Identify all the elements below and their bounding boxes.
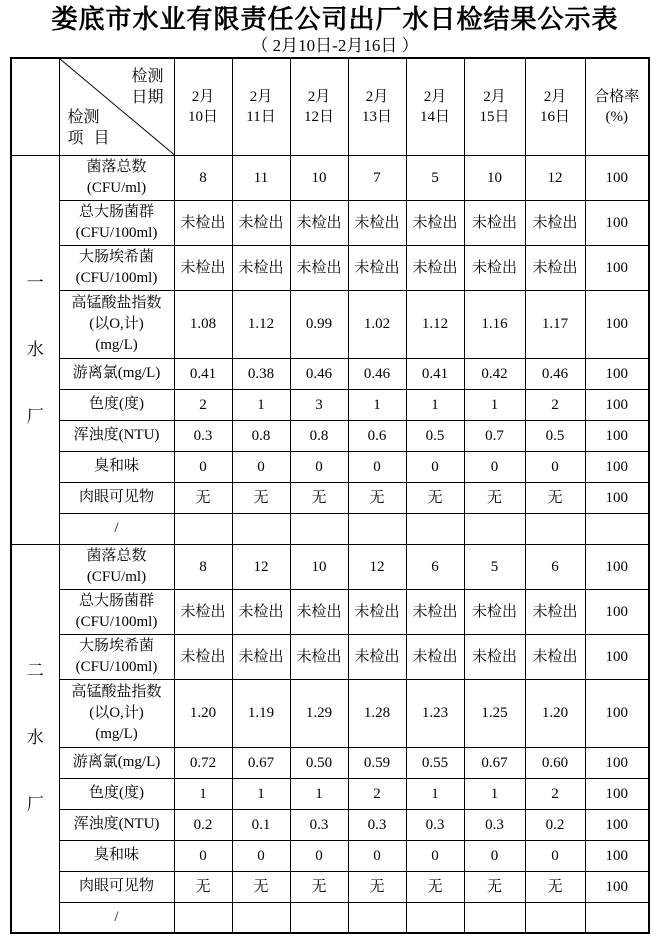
pass-rate-header: 合格率 (%) bbox=[585, 58, 649, 155]
table-row bbox=[11, 809, 649, 840]
item-label bbox=[59, 155, 174, 200]
item-label-line: (CFU/100ml) bbox=[75, 613, 158, 630]
value-cell: 未检出 bbox=[290, 200, 348, 245]
value-cell bbox=[525, 902, 585, 933]
item-label bbox=[59, 840, 174, 871]
item-label-line: 高锰酸盐指数 bbox=[71, 683, 162, 700]
value-cell: 1 bbox=[464, 778, 525, 809]
value-cell: 1.12 bbox=[406, 290, 464, 358]
value-cell bbox=[290, 513, 348, 544]
item-label bbox=[59, 358, 174, 389]
value-cell: 1.08 bbox=[174, 290, 232, 358]
value-cell: 0 bbox=[290, 451, 348, 482]
table-row bbox=[11, 840, 649, 871]
value-cell: 0 bbox=[290, 840, 348, 871]
item-label bbox=[59, 513, 174, 544]
value-cell bbox=[232, 513, 290, 544]
value-cell: 无 bbox=[348, 482, 406, 513]
value-cell: 0 bbox=[174, 840, 232, 871]
value-cell: 未检出 bbox=[232, 589, 290, 634]
date-header-feb12: 2月 12日 bbox=[290, 58, 348, 155]
item-label-line: (CFU/100ml) bbox=[75, 658, 158, 675]
value-cell bbox=[464, 902, 525, 933]
item-label-line: (CFU/100ml) bbox=[75, 269, 158, 286]
value-cell bbox=[406, 902, 464, 933]
table-row bbox=[11, 358, 649, 389]
value-cell: 0 bbox=[232, 451, 290, 482]
value-cell: 1.16 bbox=[464, 290, 525, 358]
value-cell: 未检出 bbox=[406, 634, 464, 679]
pass-rate-cell: 100 bbox=[585, 747, 649, 778]
table-row bbox=[11, 589, 649, 634]
value-cell: 0 bbox=[525, 840, 585, 871]
item-label-line: 色度(度) bbox=[89, 785, 144, 801]
item-label bbox=[59, 389, 174, 420]
page-subtitle: （ 2月10日-2月16日 ） bbox=[251, 36, 419, 55]
plant-label-char: 一 bbox=[26, 272, 44, 292]
pass-rate-cell: 100 bbox=[585, 809, 649, 840]
value-cell: 1.19 bbox=[232, 679, 290, 747]
item-label-line: (以O,计) bbox=[89, 704, 144, 721]
value-cell bbox=[290, 902, 348, 933]
item-label-line: 游离氯(mg/L) bbox=[72, 365, 161, 381]
value-cell: 未检出 bbox=[348, 589, 406, 634]
pass-rate-cell: 100 bbox=[585, 290, 649, 358]
value-cell: 6 bbox=[406, 544, 464, 589]
item-label-line: / bbox=[114, 520, 119, 536]
value-cell: 0 bbox=[525, 451, 585, 482]
plant-label-stack bbox=[12, 273, 59, 427]
item-label-line: (mg/L) bbox=[95, 725, 138, 742]
value-cell: 无 bbox=[406, 482, 464, 513]
value-cell: 0.2 bbox=[525, 809, 585, 840]
table-row bbox=[11, 245, 649, 290]
pass-rate-cell: 100 bbox=[585, 778, 649, 809]
table-row bbox=[11, 902, 649, 933]
value-cell: 12 bbox=[232, 544, 290, 589]
value-cell: 6 bbox=[525, 544, 585, 589]
pass-rate-cell bbox=[585, 513, 649, 544]
date-header-feb13: 2月 13日 bbox=[348, 58, 406, 155]
item-label-line: 臭和味 bbox=[93, 458, 139, 474]
item-label-line: 浑浊度(NTU) bbox=[73, 427, 160, 443]
item-label bbox=[59, 420, 174, 451]
value-cell: 0.7 bbox=[464, 420, 525, 451]
pass-rate-cell: 100 bbox=[585, 358, 649, 389]
value-cell: 未检出 bbox=[464, 589, 525, 634]
pass-rate-cell: 100 bbox=[585, 544, 649, 589]
page-title: 娄底市水业有限责任公司出厂水日检结果公示表 bbox=[51, 5, 619, 35]
item-label bbox=[59, 679, 174, 747]
item-label-line: 游离氯(mg/L) bbox=[72, 754, 161, 770]
header-item-label bbox=[68, 107, 113, 149]
value-cell: 未检出 bbox=[525, 200, 585, 245]
table-row bbox=[11, 513, 649, 544]
item-label-line: 高锰酸盐指数 bbox=[71, 294, 162, 311]
item-label-line: 肉眼可见物 bbox=[78, 489, 154, 505]
value-cell: 未检出 bbox=[464, 634, 525, 679]
pass-rate-cell bbox=[585, 902, 649, 933]
item-label-line: (CFU/ml) bbox=[86, 568, 147, 585]
value-cell bbox=[464, 513, 525, 544]
inspection-table bbox=[10, 57, 650, 934]
value-cell: 0.3 bbox=[464, 809, 525, 840]
table-row bbox=[11, 420, 649, 451]
value-cell: 未检出 bbox=[174, 245, 232, 290]
item-label-line: 总大肠菌群 bbox=[78, 203, 154, 220]
table-row bbox=[11, 482, 649, 513]
value-cell: 0.99 bbox=[290, 290, 348, 358]
value-cell: 1.29 bbox=[290, 679, 348, 747]
value-cell: 0.55 bbox=[406, 747, 464, 778]
header-item-label-line: 项 目 bbox=[67, 129, 113, 147]
pass-rate-cell: 100 bbox=[585, 451, 649, 482]
value-cell: 0 bbox=[174, 451, 232, 482]
value-cell: 未检出 bbox=[174, 200, 232, 245]
pass-rate-cell: 100 bbox=[585, 589, 649, 634]
value-cell: 未检出 bbox=[348, 245, 406, 290]
value-cell: 0.46 bbox=[348, 358, 406, 389]
value-cell: 1 bbox=[290, 778, 348, 809]
item-label-line: 臭和味 bbox=[93, 847, 139, 863]
value-cell bbox=[406, 513, 464, 544]
value-cell bbox=[525, 513, 585, 544]
value-cell: 未检出 bbox=[406, 245, 464, 290]
item-label-line: (mg/L) bbox=[95, 336, 138, 353]
value-cell: 0.8 bbox=[290, 420, 348, 451]
value-cell: 7 bbox=[348, 155, 406, 200]
plant-label-char: 二 bbox=[26, 661, 44, 681]
value-cell: 5 bbox=[464, 544, 525, 589]
value-cell: 0.60 bbox=[525, 747, 585, 778]
plant-label-stack bbox=[12, 661, 59, 815]
value-cell: 0.1 bbox=[232, 809, 290, 840]
value-cell: 0.3 bbox=[174, 420, 232, 451]
value-cell: 1 bbox=[232, 778, 290, 809]
value-cell: 无 bbox=[525, 871, 585, 902]
value-cell: 未检出 bbox=[290, 634, 348, 679]
plant-column-header bbox=[11, 58, 59, 155]
value-cell: 0.42 bbox=[464, 358, 525, 389]
value-cell: 1.23 bbox=[406, 679, 464, 747]
item-label bbox=[59, 200, 174, 245]
value-cell: 无 bbox=[348, 871, 406, 902]
plant-label-char: 厂 bbox=[26, 406, 44, 426]
item-label bbox=[59, 902, 174, 933]
value-cell: 未检出 bbox=[174, 589, 232, 634]
value-cell: 10 bbox=[290, 544, 348, 589]
header-item-label-line: 检测 bbox=[67, 108, 100, 126]
value-cell: 0.38 bbox=[232, 358, 290, 389]
value-cell: 0 bbox=[232, 840, 290, 871]
item-label bbox=[59, 589, 174, 634]
value-cell: 1 bbox=[232, 389, 290, 420]
item-label bbox=[59, 451, 174, 482]
value-cell: 未检出 bbox=[525, 245, 585, 290]
value-cell: 未检出 bbox=[174, 634, 232, 679]
plant-label-char: 水 bbox=[26, 728, 44, 748]
pass-rate-cell: 100 bbox=[585, 155, 649, 200]
plant-label-char: 厂 bbox=[26, 795, 44, 815]
value-cell: 无 bbox=[174, 482, 232, 513]
value-cell: 0.3 bbox=[348, 809, 406, 840]
value-cell: 无 bbox=[290, 871, 348, 902]
item-label bbox=[59, 809, 174, 840]
item-label-line: 浑浊度(NTU) bbox=[73, 816, 160, 832]
header-date-label bbox=[131, 66, 163, 108]
item-label bbox=[59, 778, 174, 809]
value-cell: 1.17 bbox=[525, 290, 585, 358]
value-cell: 无 bbox=[174, 871, 232, 902]
value-cell: 无 bbox=[525, 482, 585, 513]
value-cell: 未检出 bbox=[290, 589, 348, 634]
table-row bbox=[11, 634, 649, 679]
pass-rate-cell: 100 bbox=[585, 389, 649, 420]
item-label-line: (CFU/100ml) bbox=[75, 224, 158, 241]
table-row bbox=[11, 778, 649, 809]
value-cell: 0.41 bbox=[406, 358, 464, 389]
value-cell: 0.5 bbox=[525, 420, 585, 451]
value-cell: 未检出 bbox=[232, 200, 290, 245]
table-row bbox=[11, 871, 649, 902]
date-header-feb10: 2月 10日 bbox=[174, 58, 232, 155]
value-cell: 0.5 bbox=[406, 420, 464, 451]
pass-rate-cell: 100 bbox=[585, 871, 649, 902]
value-cell: 未检出 bbox=[406, 589, 464, 634]
table-row bbox=[11, 451, 649, 482]
diagonal-header-cell bbox=[59, 58, 174, 155]
value-cell: 未检出 bbox=[290, 245, 348, 290]
value-cell: 0 bbox=[406, 840, 464, 871]
value-cell: 未检出 bbox=[232, 634, 290, 679]
table-row bbox=[11, 290, 649, 358]
value-cell: 0.59 bbox=[348, 747, 406, 778]
value-cell: 0.72 bbox=[174, 747, 232, 778]
item-label-line: 菌落总数 bbox=[86, 158, 147, 175]
value-cell: 1 bbox=[174, 778, 232, 809]
item-label-line: 菌落总数 bbox=[86, 547, 147, 564]
table-row bbox=[11, 747, 649, 778]
plant-label-char: 水 bbox=[26, 339, 44, 359]
value-cell: 0 bbox=[464, 451, 525, 482]
header-date-label-line: 日期 bbox=[131, 89, 164, 106]
value-cell: 8 bbox=[174, 544, 232, 589]
value-cell: 未检出 bbox=[525, 589, 585, 634]
item-label-line: 色度(度) bbox=[89, 396, 144, 412]
value-cell: 2 bbox=[348, 778, 406, 809]
date-header-feb11: 2月 11日 bbox=[232, 58, 290, 155]
value-cell: 无 bbox=[232, 871, 290, 902]
item-label-line: (CFU/ml) bbox=[86, 179, 147, 196]
value-cell: 未检出 bbox=[348, 634, 406, 679]
value-cell: 1 bbox=[406, 389, 464, 420]
value-cell: 0.67 bbox=[464, 747, 525, 778]
table-row bbox=[11, 200, 649, 245]
item-label bbox=[59, 245, 174, 290]
pass-rate-cell: 100 bbox=[585, 679, 649, 747]
value-cell: 未检出 bbox=[406, 200, 464, 245]
item-label-line: 总大肠菌群 bbox=[78, 592, 154, 609]
table-row bbox=[11, 389, 649, 420]
value-cell: 无 bbox=[464, 482, 525, 513]
value-cell: 0.2 bbox=[174, 809, 232, 840]
value-cell: 2 bbox=[174, 389, 232, 420]
value-cell: 未检出 bbox=[525, 634, 585, 679]
pass-rate-cell: 100 bbox=[585, 482, 649, 513]
value-cell: 11 bbox=[232, 155, 290, 200]
pass-rate-cell: 100 bbox=[585, 200, 649, 245]
value-cell: 0.41 bbox=[174, 358, 232, 389]
value-cell: 1.20 bbox=[525, 679, 585, 747]
value-cell: 10 bbox=[290, 155, 348, 200]
table-row bbox=[11, 544, 649, 589]
value-cell: 未检出 bbox=[232, 245, 290, 290]
value-cell: 12 bbox=[525, 155, 585, 200]
item-label bbox=[59, 544, 174, 589]
value-cell: 8 bbox=[174, 155, 232, 200]
value-cell: 1 bbox=[406, 778, 464, 809]
value-cell: 1.02 bbox=[348, 290, 406, 358]
value-cell: 1.25 bbox=[464, 679, 525, 747]
item-label-line: / bbox=[114, 908, 119, 925]
value-cell: 0.8 bbox=[232, 420, 290, 451]
value-cell: 0 bbox=[348, 451, 406, 482]
value-cell: 1.28 bbox=[348, 679, 406, 747]
item-label-line: 大肠埃希菌 bbox=[78, 248, 154, 265]
value-cell: 0.3 bbox=[290, 809, 348, 840]
date-header-feb15: 2月 15日 bbox=[464, 58, 525, 155]
value-cell: 0 bbox=[406, 451, 464, 482]
value-cell: 5 bbox=[406, 155, 464, 200]
item-label-line: 大肠埃希菌 bbox=[78, 637, 154, 654]
value-cell: 0 bbox=[348, 840, 406, 871]
table-row bbox=[11, 679, 649, 747]
value-cell: 0 bbox=[464, 840, 525, 871]
value-cell: 1 bbox=[348, 389, 406, 420]
item-label-line: 肉眼可见物 bbox=[78, 878, 154, 894]
item-label bbox=[59, 634, 174, 679]
plant-label bbox=[11, 155, 59, 544]
date-header-feb16: 2月 16日 bbox=[525, 58, 585, 155]
value-cell: 10 bbox=[464, 155, 525, 200]
pass-rate-cell: 100 bbox=[585, 634, 649, 679]
value-cell bbox=[348, 513, 406, 544]
value-cell: 0.6 bbox=[348, 420, 406, 451]
item-label-line: (以O,计) bbox=[89, 315, 144, 332]
pass-rate-cell: 100 bbox=[585, 420, 649, 451]
table-row bbox=[11, 155, 649, 200]
value-cell bbox=[348, 902, 406, 933]
item-label bbox=[59, 871, 174, 902]
value-cell: 0.3 bbox=[406, 809, 464, 840]
value-cell: 2 bbox=[525, 778, 585, 809]
plant-label bbox=[11, 544, 59, 933]
value-cell: 1.20 bbox=[174, 679, 232, 747]
value-cell: 12 bbox=[348, 544, 406, 589]
value-cell: 3 bbox=[290, 389, 348, 420]
value-cell: 无 bbox=[464, 871, 525, 902]
value-cell: 0.46 bbox=[290, 358, 348, 389]
value-cell: 0.50 bbox=[290, 747, 348, 778]
table-body bbox=[11, 155, 649, 933]
value-cell: 未检出 bbox=[348, 200, 406, 245]
value-cell: 1.12 bbox=[232, 290, 290, 358]
value-cell: 0.67 bbox=[232, 747, 290, 778]
value-cell: 无 bbox=[290, 482, 348, 513]
pass-rate-cell: 100 bbox=[585, 245, 649, 290]
value-cell: 0.46 bbox=[525, 358, 585, 389]
header-row bbox=[11, 58, 649, 155]
header-date-label-line: 检测 bbox=[131, 68, 164, 85]
value-cell: 无 bbox=[232, 482, 290, 513]
value-cell bbox=[174, 902, 232, 933]
value-cell bbox=[174, 513, 232, 544]
item-label bbox=[59, 290, 174, 358]
value-cell: 1 bbox=[464, 389, 525, 420]
pass-rate-cell: 100 bbox=[585, 840, 649, 871]
item-label bbox=[59, 747, 174, 778]
value-cell: 未检出 bbox=[464, 245, 525, 290]
value-cell: 2 bbox=[525, 389, 585, 420]
value-cell bbox=[232, 902, 290, 933]
item-label bbox=[59, 482, 174, 513]
date-header-feb14: 2月 14日 bbox=[406, 58, 464, 155]
value-cell: 无 bbox=[406, 871, 464, 902]
value-cell: 未检出 bbox=[464, 200, 525, 245]
